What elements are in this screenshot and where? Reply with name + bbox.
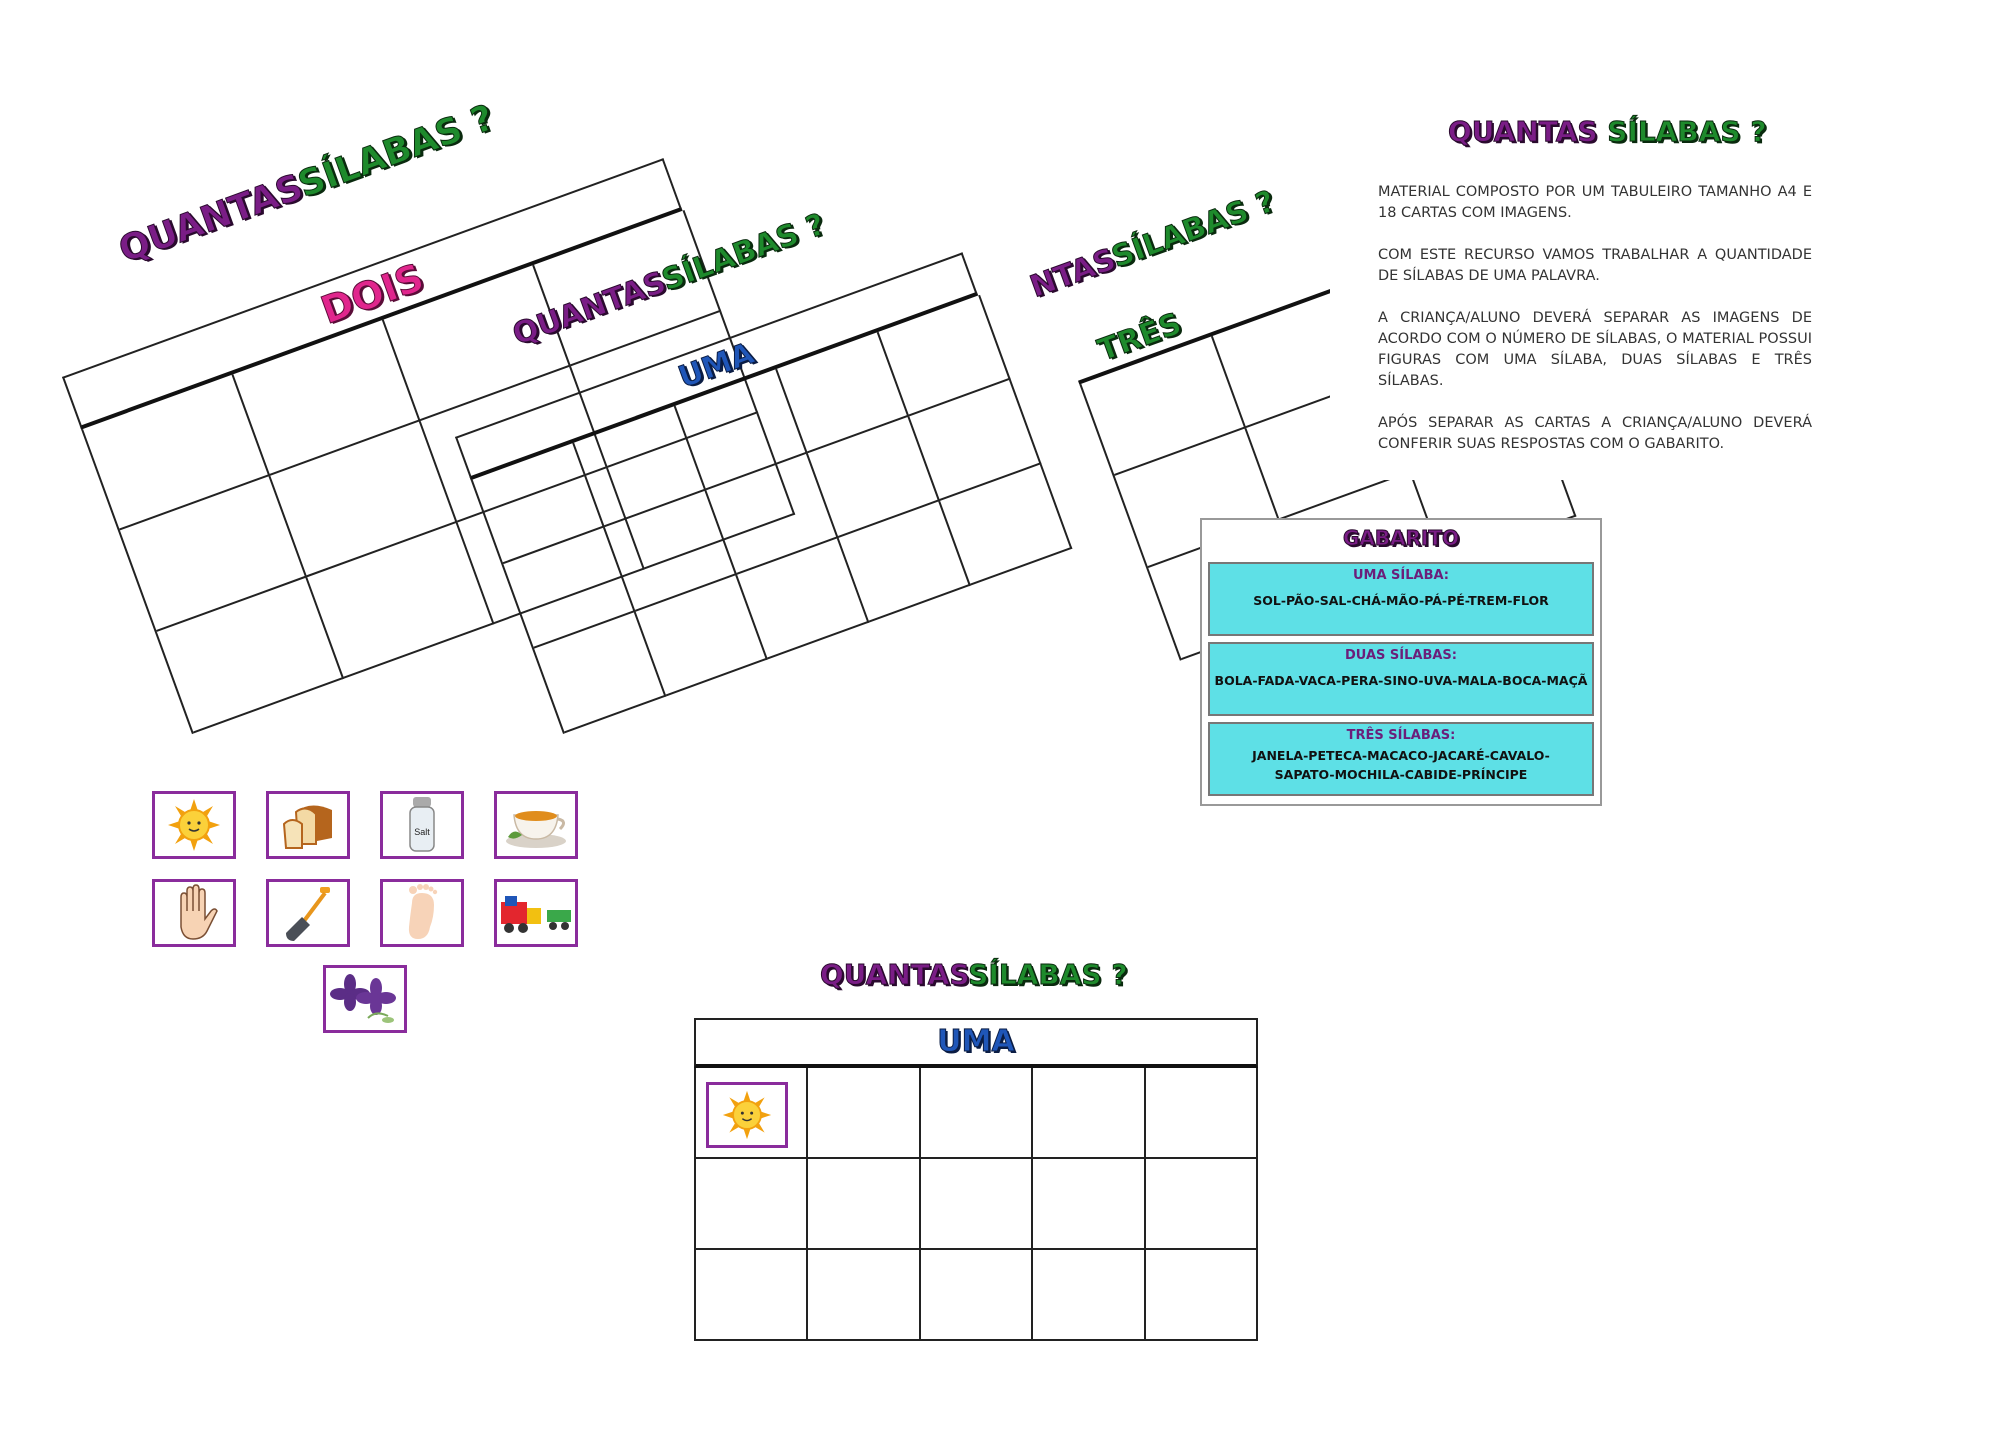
gabarito-heading: UMA SÍLABA: xyxy=(1352,568,1450,583)
gabarito-section-uma xyxy=(1208,562,1594,636)
description-paragraph: MATERIAL COMPOSTO POR UM TABULEIRO TAMANHO A4 E 18 CARTAS COM IMAGENS. xyxy=(1378,184,1812,221)
gabarito-value: BOLA-FADA-VACA-PERA-SINO-UVA-MALA-BOCA-MAÇÃ xyxy=(1214,673,1588,688)
board-dois-header: DOIS xyxy=(62,158,683,430)
card-foot[interactable] xyxy=(380,879,464,947)
gabarito-title: GABARITO xyxy=(1342,526,1460,550)
board-uma-tilted-header: UMA xyxy=(455,252,978,480)
bread-icon xyxy=(276,798,340,852)
foot-icon xyxy=(400,883,444,943)
card-tea[interactable] xyxy=(494,791,578,859)
description-title: QUANTAS SÍLABAS ? xyxy=(1448,115,1767,148)
bottom-board-header: UMA xyxy=(694,1018,1258,1068)
board-tres-header: TRÊS xyxy=(1065,201,1474,384)
gabarito-section-tres xyxy=(1208,722,1594,796)
placed-card-sun[interactable] xyxy=(706,1082,788,1148)
gabarito-value: SOL-PÃO-SAL-CHÁ-MÃO-PÁ-PÉ-TREM-FLOR xyxy=(1253,593,1549,608)
grid-cell[interactable] xyxy=(696,1250,808,1341)
bottom-board-grid xyxy=(694,1068,1258,1341)
grid-cell[interactable] xyxy=(921,1068,1033,1159)
gabarito-section-duas xyxy=(1208,642,1594,716)
card-salt[interactable] xyxy=(380,791,464,859)
train-icon xyxy=(497,888,575,938)
description-paragraph: APÓS SEPARAR AS CARTAS A CRIANÇA/ALUNO DEVERÁ CONFERIR SUAS RESPOSTAS COM O GABARITO. xyxy=(1378,415,1812,452)
shovel-icon xyxy=(280,883,336,943)
bottom-board-title: QUANTASSÍLABAS ? xyxy=(820,958,1128,991)
grid-cell[interactable] xyxy=(1033,1250,1145,1341)
sun-icon xyxy=(721,1089,773,1141)
card-flower[interactable] xyxy=(323,965,407,1033)
board-tres-title: NTASSÍLABAS ? xyxy=(1025,184,1280,305)
grid-cell[interactable] xyxy=(1146,1068,1258,1159)
description-paragraph: A CRIANÇA/ALUNO DEVERÁ SEPARAR AS IMAGENS DE ACORDO COM O NÚMERO DE SÍLABAS, O MATERIAL POSSUI FIGURAS COM UMA SÍLABA, DUAS SÍLABAS E TRÊS SÍLABAS. xyxy=(1378,310,1812,389)
gabarito-panel xyxy=(1200,518,1602,806)
flower-icon xyxy=(328,970,402,1028)
board-uma-tilted-title: QUANTASSÍLABAS ? xyxy=(508,207,830,353)
gabarito-heading: DUAS SÍLABAS: xyxy=(1345,648,1457,663)
card-train[interactable] xyxy=(494,879,578,947)
sun-icon xyxy=(166,797,222,853)
svg-text:Salt: Salt xyxy=(414,827,430,837)
card-hand[interactable] xyxy=(152,879,236,947)
bottom-board xyxy=(694,1018,1258,1341)
grid-cell[interactable] xyxy=(1033,1159,1145,1250)
grid-cell[interactable] xyxy=(921,1250,1033,1341)
grid-cell[interactable] xyxy=(1146,1159,1258,1250)
grid-cell[interactable] xyxy=(1033,1068,1145,1159)
board-dois-title: QUANTASSÍLABAS ? xyxy=(113,97,500,272)
grid-cell[interactable] xyxy=(808,1159,920,1250)
grid-cell[interactable] xyxy=(808,1250,920,1341)
description-paragraph: COM ESTE RECURSO VAMOS TRABALHAR A QUANTIDADE DE SÍLABAS DE UMA PALAVRA. xyxy=(1378,247,1812,284)
grid-cell[interactable] xyxy=(696,1068,808,1159)
grid-cell[interactable] xyxy=(808,1068,920,1159)
card-sun[interactable] xyxy=(152,791,236,859)
gabarito-heading: TRÊS SÍLABAS: xyxy=(1346,728,1456,743)
tea-icon xyxy=(500,797,572,853)
grid-cell[interactable] xyxy=(921,1159,1033,1250)
card-shovel[interactable] xyxy=(266,879,350,947)
hand-icon xyxy=(169,883,219,943)
grid-cell[interactable] xyxy=(696,1159,808,1250)
salt-icon xyxy=(402,795,442,855)
grid-cell[interactable] xyxy=(1146,1250,1258,1341)
gabarito-value: JANELA-PETECA-MACACO-JACARÉ-CAVALO-SAPATO-MOCHILA-CABIDE-PRÍNCIPE xyxy=(1252,748,1550,782)
card-bread[interactable] xyxy=(266,791,350,859)
description-text xyxy=(1378,182,1812,476)
